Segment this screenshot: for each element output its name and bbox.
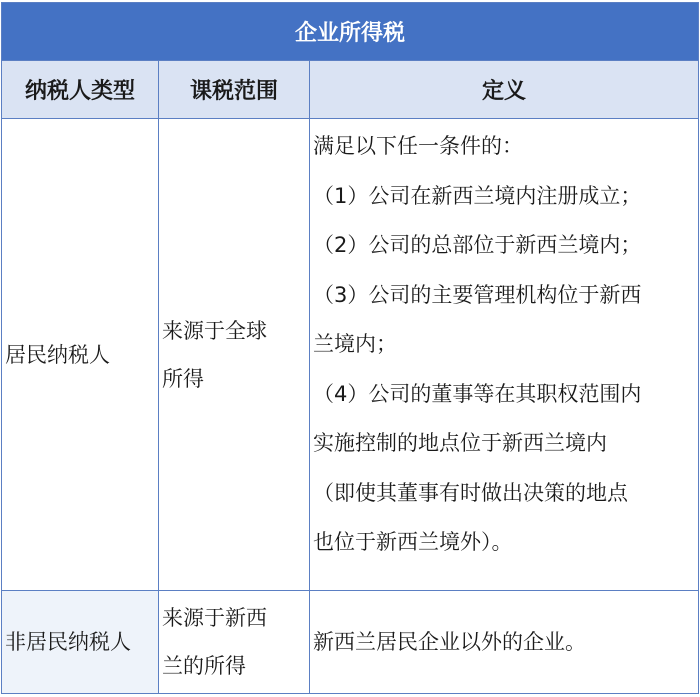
table-title: 企业所得税 [2,3,699,61]
definition-line: 也位于新西兰境外）。 [313,530,513,554]
definition-line: （即使其董事有时做出决策的地点 [313,480,628,505]
tax-scope-line: 来源于全球 [162,318,267,343]
header-taxpayer-type: 纳税人类型 [2,61,159,119]
tax-scope-cell [159,119,310,591]
header-definition: 定义 [310,61,699,119]
table-row [2,119,699,591]
definition-line: 新西兰居民企业以外的企业。 [313,630,586,654]
definition-line: （3）公司的主要管理机构位于新西 [313,282,642,307]
tax-scope-line: 兰的所得 [162,654,246,678]
definition-line: 兰境内； [313,332,397,356]
definition-line: （4）公司的董事等在其职权范围内 [313,381,642,406]
definition-line: （1）公司在新西兰境内注册成立； [313,183,642,208]
taxpayer-type-cell: 非居民纳税人 [2,591,159,694]
tax-scope-line: 所得 [162,366,204,391]
definition-line: 实施控制的地点位于新西兰境内 [313,431,607,455]
tax-scope-cell [159,591,310,694]
definition-line: （2）公司的总部位于新西兰境内； [313,233,642,257]
tax-scope-line: 来源于新西 [162,606,267,630]
definition-cell [310,591,699,694]
table-row [2,591,699,694]
definition-cell [310,119,699,591]
taxpayer-type-cell: 居民纳税人 [2,119,159,591]
corporate-tax-table [1,2,699,694]
header-tax-scope: 课税范围 [159,61,310,119]
definition-line: 满足以下任一条件的： [313,134,523,158]
